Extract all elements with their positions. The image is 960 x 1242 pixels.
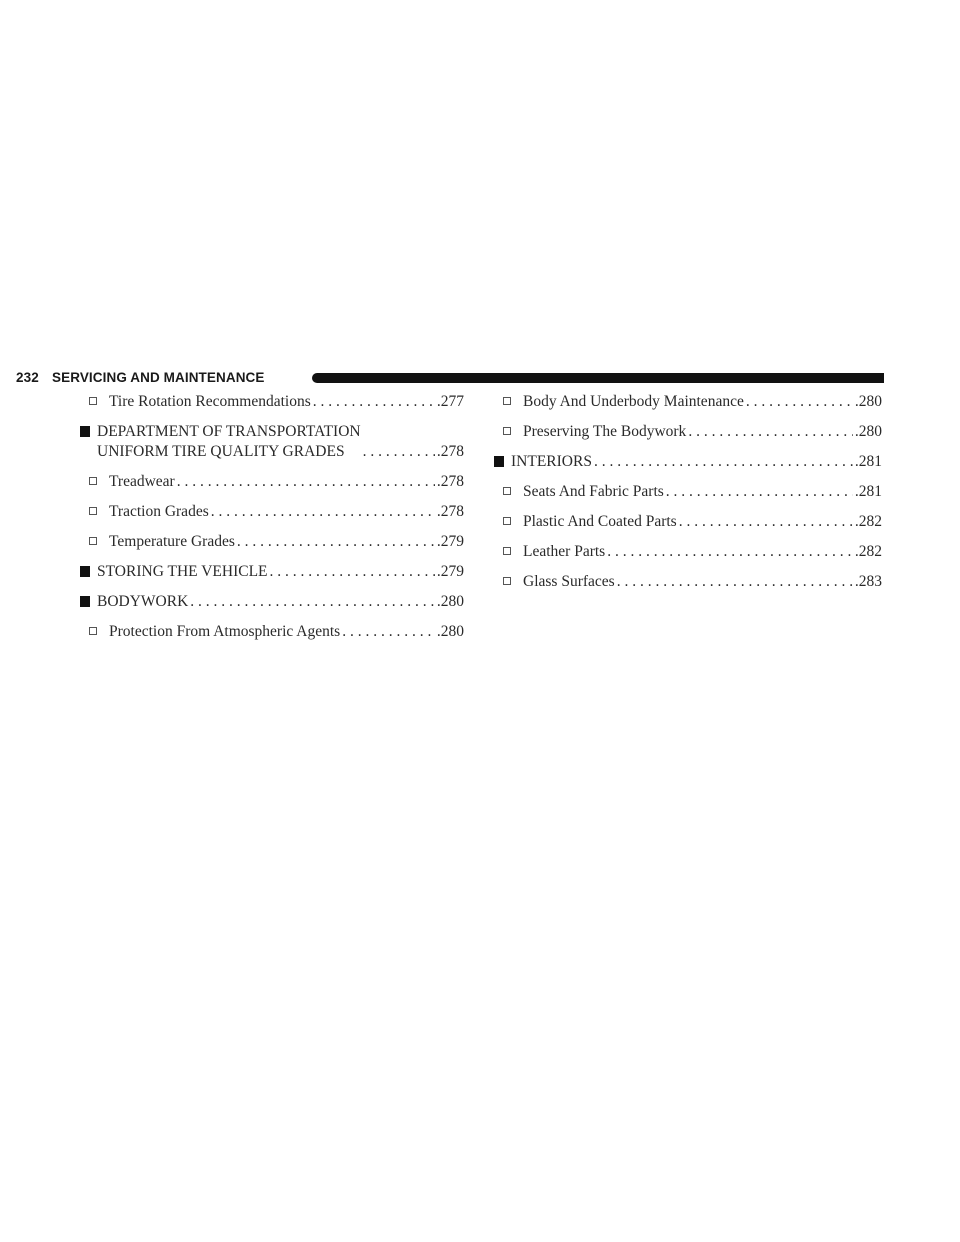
filled-square-bullet-icon xyxy=(80,596,90,607)
hollow-square-bullet-icon xyxy=(89,477,97,485)
dot-leader xyxy=(177,472,435,492)
toc-entry-page: .283 xyxy=(854,573,882,590)
filled-square-bullet-icon xyxy=(80,566,90,577)
toc-entry[interactable] xyxy=(494,452,882,472)
toc-entry[interactable] xyxy=(80,592,464,612)
dot-leader xyxy=(746,392,853,412)
toc-entry-page: .279 xyxy=(436,563,464,580)
toc-entry-page: .280 xyxy=(854,423,882,440)
toc-entry-label: STORING THE VEHICLE xyxy=(97,563,268,580)
dot-leader xyxy=(617,572,853,592)
toc-entry[interactable] xyxy=(80,562,464,582)
hollow-square-bullet-icon xyxy=(503,427,511,435)
toc-entry-label: Preserving The Bodywork xyxy=(523,423,687,440)
page-number: 232 xyxy=(16,370,39,385)
dot-leader xyxy=(688,422,853,442)
toc-column-left xyxy=(80,392,464,652)
toc-entry[interactable] xyxy=(80,532,464,552)
toc-entry-label: DEPARTMENT OF TRANSPORTATION xyxy=(97,423,361,440)
toc-entry[interactable] xyxy=(80,422,464,462)
hollow-square-bullet-icon xyxy=(89,627,97,635)
toc-entry-page: .281 xyxy=(854,483,882,500)
toc-entry[interactable] xyxy=(80,472,464,492)
toc-entry[interactable] xyxy=(494,512,882,532)
toc-entry-page: .280 xyxy=(854,393,882,410)
toc-entry-label: Plastic And Coated Parts xyxy=(523,513,677,530)
toc-entry-label: Temperature Grades xyxy=(109,533,235,550)
hollow-square-bullet-icon xyxy=(89,397,97,405)
toc-entry-page: .277 xyxy=(436,393,464,410)
dot-leader xyxy=(594,452,853,472)
dot-leader xyxy=(237,532,435,552)
toc-entry[interactable] xyxy=(80,502,464,522)
hollow-square-bullet-icon xyxy=(503,487,511,495)
toc-entry-page: .280 xyxy=(436,623,464,640)
page-header xyxy=(16,368,884,388)
toc-entry-label: Glass Surfaces xyxy=(523,573,615,590)
toc-entry-label: BODYWORK xyxy=(97,593,189,610)
toc-entry-label: Seats And Fabric Parts xyxy=(523,483,664,500)
toc-entry[interactable] xyxy=(80,622,464,642)
toc-entry-label: Protection From Atmospheric Agents xyxy=(109,623,341,640)
dot-leader xyxy=(363,442,435,462)
toc-entry-page: .278 xyxy=(436,443,464,460)
hollow-square-bullet-icon xyxy=(503,397,511,405)
toc-entry[interactable] xyxy=(494,422,882,442)
toc-entry-label: Treadwear xyxy=(109,473,175,490)
section-title: SERVICING AND MAINTENANCE xyxy=(52,370,265,385)
toc-entry-label-line2: UNIFORM TIRE QUALITY GRADES xyxy=(97,443,345,460)
toc-column-right xyxy=(494,392,882,602)
dot-leader xyxy=(679,512,853,532)
toc-entry-page: .281 xyxy=(854,453,882,470)
toc-entry-page: .279 xyxy=(436,533,464,550)
toc-entry[interactable] xyxy=(80,392,464,412)
header-rule xyxy=(312,373,884,383)
toc-entry-label: INTERIORS xyxy=(511,453,592,470)
dot-leader xyxy=(666,482,853,502)
toc-entry-page: .280 xyxy=(436,593,464,610)
dot-leader xyxy=(190,592,435,612)
toc-entry-page: .282 xyxy=(854,513,882,530)
hollow-square-bullet-icon xyxy=(503,577,511,585)
hollow-square-bullet-icon xyxy=(503,517,511,525)
toc-entry[interactable] xyxy=(494,392,882,412)
hollow-square-bullet-icon xyxy=(89,507,97,515)
toc-entry-page: .282 xyxy=(854,543,882,560)
toc-entry-label: Leather Parts xyxy=(523,543,606,560)
hollow-square-bullet-icon xyxy=(89,537,97,545)
hollow-square-bullet-icon xyxy=(503,547,511,555)
dot-leader xyxy=(270,562,435,582)
dot-leader xyxy=(211,502,435,522)
toc-entry-label: Body And Underbody Maintenance xyxy=(523,393,744,410)
dot-leader xyxy=(607,542,853,562)
toc-entry[interactable] xyxy=(494,542,882,562)
toc-entry-label: Tire Rotation Recommendations xyxy=(109,393,311,410)
filled-square-bullet-icon xyxy=(494,456,504,467)
toc-entry-page: .278 xyxy=(436,503,464,520)
toc-entry-label: Traction Grades xyxy=(109,503,209,520)
dot-leader xyxy=(313,392,435,412)
toc-entry[interactable] xyxy=(494,572,882,592)
dot-leader xyxy=(342,622,435,642)
toc-entry-page: .278 xyxy=(436,473,464,490)
filled-square-bullet-icon xyxy=(80,426,90,437)
toc-entry[interactable] xyxy=(494,482,882,502)
